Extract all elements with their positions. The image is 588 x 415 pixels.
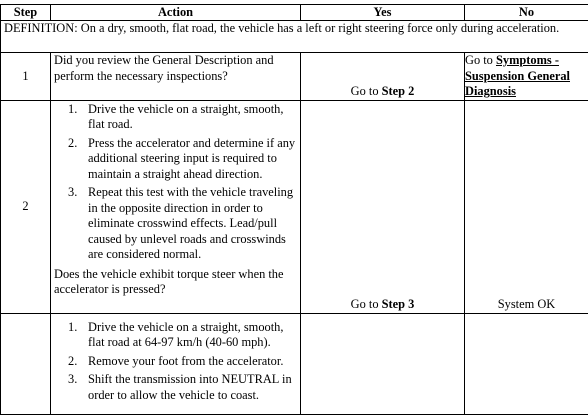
no-cell: [465, 313, 588, 414]
definition-row: [1, 21, 588, 53]
step-number: 1: [1, 53, 51, 101]
yes-cell: [301, 100, 465, 313]
action-cell: [51, 53, 301, 101]
yes-cell: [301, 53, 465, 101]
header-step: Step: [1, 5, 51, 21]
definition-text: DEFINITION: On a dry, smooth, flat road, the vehicle has a left or right steering force only during acceleration.: [1, 21, 588, 53]
yes-cell: [301, 313, 465, 414]
action-cell: [51, 100, 301, 313]
no-cell: [465, 100, 588, 313]
action-steps-list: [54, 320, 298, 404]
step-number: [1, 313, 51, 414]
yes-step-link[interactable]: Step 3: [381, 297, 415, 311]
header-yes: Yes: [301, 5, 465, 21]
header-row: [1, 5, 588, 21]
step-number: 2: [1, 100, 51, 313]
table-row: [1, 313, 588, 414]
symptoms-link[interactable]: Symptoms - Suspension General Diagnosis: [465, 53, 570, 98]
no-prefix: Go to: [465, 53, 496, 67]
no-result: System OK: [497, 297, 556, 311]
action-cell: [51, 313, 301, 414]
table-row: [1, 100, 588, 313]
list-item: 1. Drive the vehicle on a straight, smooth, flat road at 64-97 km/h (40-60 mph).: [68, 319, 284, 349]
action-steps-list: [54, 102, 298, 263]
list-item: 3. Repeat this test with the vehicle traveling in the opposite direction in order to eliminate crosswind effects. Lead/pull caused by unlevel roads and crosswinds are considered normal.: [68, 185, 294, 261]
header-action: Action: [51, 5, 301, 21]
diagnostic-table: [0, 4, 588, 415]
action-question: Does the vehicle exhibit torque steer when the accelerator is pressed?: [54, 266, 284, 296]
list-item: 3. Shift the transmission into NEUTRAL in order to allow the vehicle to coast.: [68, 372, 292, 402]
no-cell: [465, 53, 588, 101]
header-no: No: [465, 5, 588, 21]
list-item: 2. Remove your foot from the accelerator.: [68, 353, 284, 368]
yes-prefix: Go to: [350, 84, 382, 98]
action-question: Did you review the General Description and perform the necessary inspections?: [54, 53, 274, 83]
list-item: 2. Press the accelerator and determine if any additional steering input is required to maintain a straight ahead direction.: [68, 135, 296, 181]
list-item: 1. Drive the vehicle on a straight, smooth, flat road.: [68, 101, 284, 131]
table-row: [1, 53, 588, 101]
yes-step-link[interactable]: Step 2: [381, 84, 415, 98]
yes-prefix: Go to: [350, 297, 382, 311]
